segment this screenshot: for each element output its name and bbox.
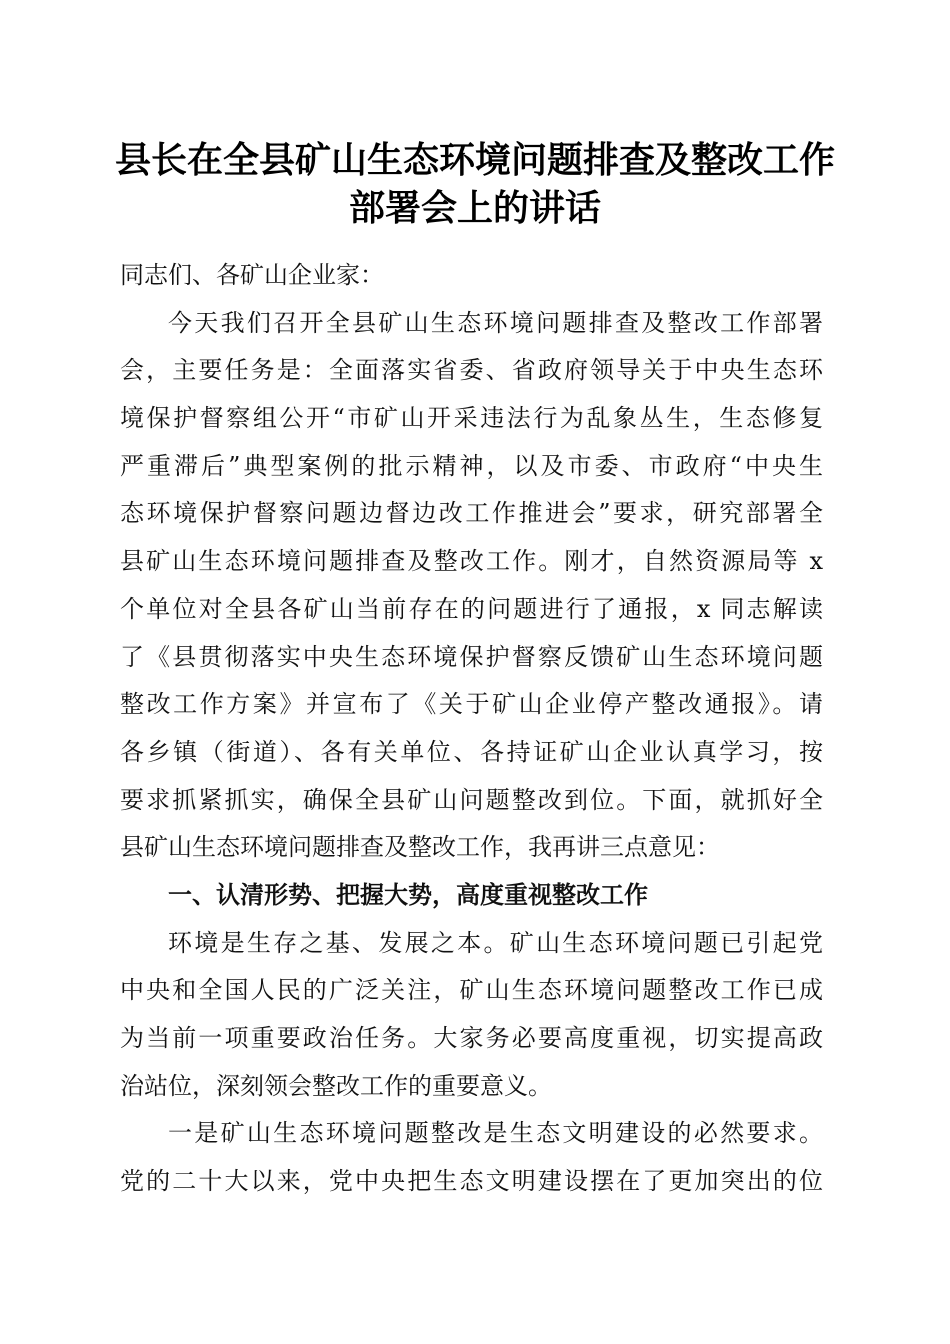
document-title xyxy=(110,136,840,232)
section-heading: 一、认清形势、把握大势，高度重视整改工作 xyxy=(168,880,648,909)
paragraph-intro xyxy=(120,300,823,872)
text-line: 了《县贯彻落实中央生态环境保护督察反馈矿山生态环境问题 xyxy=(120,642,823,671)
document-body xyxy=(120,252,823,1206)
title-line: 部署会上的讲话 xyxy=(348,187,601,229)
text-line: 个单位对全县各矿山当前存在的问题进行了通报，x 同志解读 xyxy=(120,594,823,623)
text-line: 各乡镇（街道）、各有关单位、各持证矿山企业认真学习，按 xyxy=(120,737,823,766)
text-line: 一是矿山生态环境问题整改是生态文明建设的必然要求。 xyxy=(168,1119,823,1148)
text-line: 要求抓紧抓实，确保全县矿山问题整改到位。下面，就抓好全 xyxy=(120,785,823,814)
paragraph-section1 xyxy=(120,920,823,1111)
text-line: 环境是生存之基、发展之本。矿山生态环境问题已引起党 xyxy=(168,928,823,957)
text-line: 治站位，深刻领会整改工作的重要意义。 xyxy=(120,1071,552,1100)
paragraph-point1 xyxy=(120,1110,823,1205)
text-line: 县矿山生态环境问题排查及整改工作。刚才，自然资源局等 x xyxy=(120,547,823,576)
title-line: 县长在全县矿山生态环境问题排查及整改工作 xyxy=(114,139,835,181)
text-line: 境保护督察组公开“市矿山开采违法行为乱象丛生，生态修复 xyxy=(120,404,823,433)
text-line: 严重滞后”典型案例的批示精神，以及市委、市政府“中央生 xyxy=(120,451,823,480)
text-line: 会，主要任务是：全面落实省委、省政府领导关于中央生态环 xyxy=(120,356,823,385)
text-line: 为当前一项重要政治任务。大家务必要高度重视，切实提高政 xyxy=(120,1024,823,1052)
text-line: 中央和全国人民的广泛关注，矿山生态环境问题整改工作已成 xyxy=(120,976,823,1005)
salutation: 同志们、各矿山企业家： xyxy=(120,261,384,289)
text-line: 整改工作方案》并宣布了《关于矿山企业停产整改通报》。请 xyxy=(120,690,823,719)
text-line: 党的二十大以来，党中央把生态文明建设摆在了更加突出的位 xyxy=(120,1167,823,1196)
text-line: 县矿山生态环境问题排查及整改工作，我再讲三点意见： xyxy=(120,833,720,862)
text-line: 态环境保护督察问题边督边改工作推进会”要求，研究部署全 xyxy=(120,499,823,528)
text-line: 今天我们召开全县矿山生态环境问题排查及整改工作部署 xyxy=(168,308,823,337)
